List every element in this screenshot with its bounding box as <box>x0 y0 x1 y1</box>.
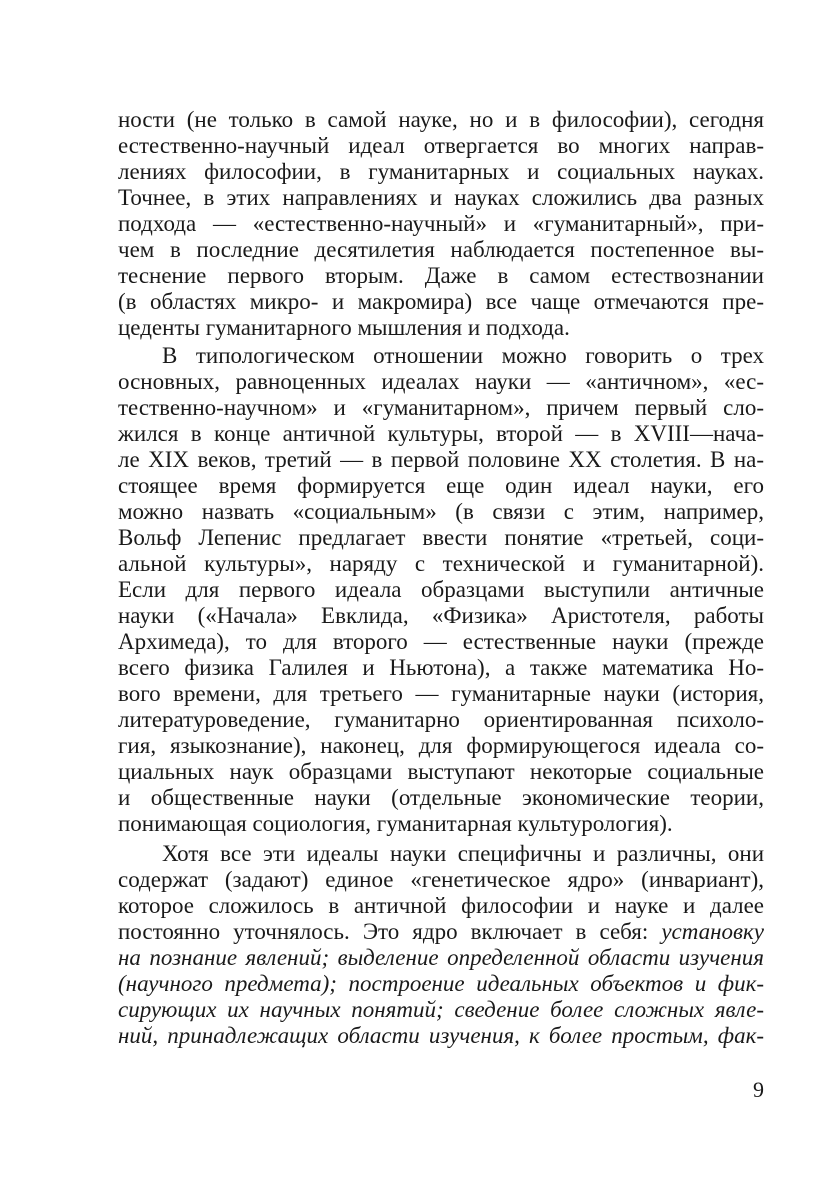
paragraph-2-line-12: Архимеда), то для второго — естественные науки (прежде <box>118 629 764 654</box>
paragraph-2-line-7: можно назвать «социальным» (в связи с этим, например, <box>118 499 764 524</box>
paragraph-2-line-18: и общественные науки (отдельные экономические теории, <box>118 785 764 810</box>
paragraph-2-line-4: жился в конце античной культуры, второй — в XVIII—нача- <box>118 421 764 446</box>
paragraph-2-line-14: вого времени, для третьего — гуманитарные науки (история, <box>118 681 764 706</box>
paragraph-3-line-8: ний, принадлежащих области изучения, к более простым, фак- <box>118 1023 764 1048</box>
paragraph-1-line-8: (в областях микро- и макромира) все чаще отмечаются пре- <box>118 289 764 314</box>
paragraph-2-line-17: циальных наук образцами выступают некоторые социальные <box>118 759 764 784</box>
paragraph-2-line-2: основных, равноценных идеалах науки — «античном», «ес- <box>118 369 764 394</box>
page-number: 9 <box>753 1077 764 1102</box>
paragraph-1-line-1: ности (не только в самой науке, но и в философии), сегодня <box>118 107 764 132</box>
paragraph-2-line-10: Если для первого идеала образцами выступили античные <box>118 577 764 602</box>
paragraph-2-line-1: В типологическом отношении можно говорить о трех <box>162 343 764 368</box>
paragraph-3-line-6: (научного предмета); построение идеальных объектов и фик- <box>118 971 764 996</box>
paragraph-3-line-2: содержат (задают) единое «генетическое ядро» (инвариант), <box>118 867 764 892</box>
paragraph-3-line-5: на познание явлений; выделение определенной области изучения <box>118 945 764 970</box>
paragraph-2-line-19: понимающая социология, гуманитарная культурология). <box>118 811 673 836</box>
paragraph-3-line-4-italic: установку <box>661 919 764 944</box>
paragraph-2-line-16: гия, языкознание), наконец, для формирующегося идеала со- <box>118 733 764 758</box>
paragraph-1-line-9: цеденты гуманитарного мышления и подхода. <box>118 315 570 340</box>
paragraph-2-line-6: стоящее время формируется еще один идеал науки, его <box>118 473 764 498</box>
paragraph-1-line-3: лениях философии, в гуманитарных и социальных науках. <box>118 159 764 184</box>
paragraph-2-line-13: всего физика Галилея и Ньютона), а также математика Но- <box>118 655 764 680</box>
paragraph-2-line-11: науки («Начала» Евклида, «Физика» Аристотеля, работы <box>118 603 764 628</box>
paragraph-3-line-4-regular: постоянно уточнялось. Это ядро включает в себя: <box>118 919 662 944</box>
paragraph-2-line-3: тественно-научном» и «гуманитарном», причем первый сло- <box>118 395 764 420</box>
paragraph-2-line-9: альной культуры», наряду с технической и гуманитарной). <box>118 551 764 576</box>
paragraph-1-line-2: естественно-научный идеал отвергается во многих направ- <box>118 133 764 158</box>
paragraph-1-line-7: теснение первого вторым. Даже в самом естествознании <box>118 263 764 288</box>
paragraph-3-line-4 <box>118 918 764 946</box>
paragraph-1-line-6: чем в последние десятилетия наблюдается постепенное вы- <box>118 237 764 262</box>
paragraph-3-line-3: которое сложилось в античной философии и науке и далее <box>118 893 764 918</box>
paragraph-2-line-8: Вольф Лепенис предлагает ввести понятие «третьей, соци- <box>118 525 764 550</box>
paragraph-1-line-4: Точнее, в этих направлениях и науках сложились два разных <box>118 185 764 210</box>
paragraph-2-line-15: литературоведение, гуманитарно ориентированная психоло- <box>118 707 764 732</box>
paragraph-2-line-5: ле XIX веков, третий — в первой половине XX столетия. В на- <box>118 447 764 472</box>
paragraph-3-line-7: сирующих их научных понятий; сведение более сложных явле- <box>118 997 764 1022</box>
paragraph-1-line-5: подхода — «естественно-научный» и «гуманитарный», при- <box>118 211 764 236</box>
paragraph-3-line-1: Хотя все эти идеалы науки специфичны и различны, они <box>162 841 764 866</box>
